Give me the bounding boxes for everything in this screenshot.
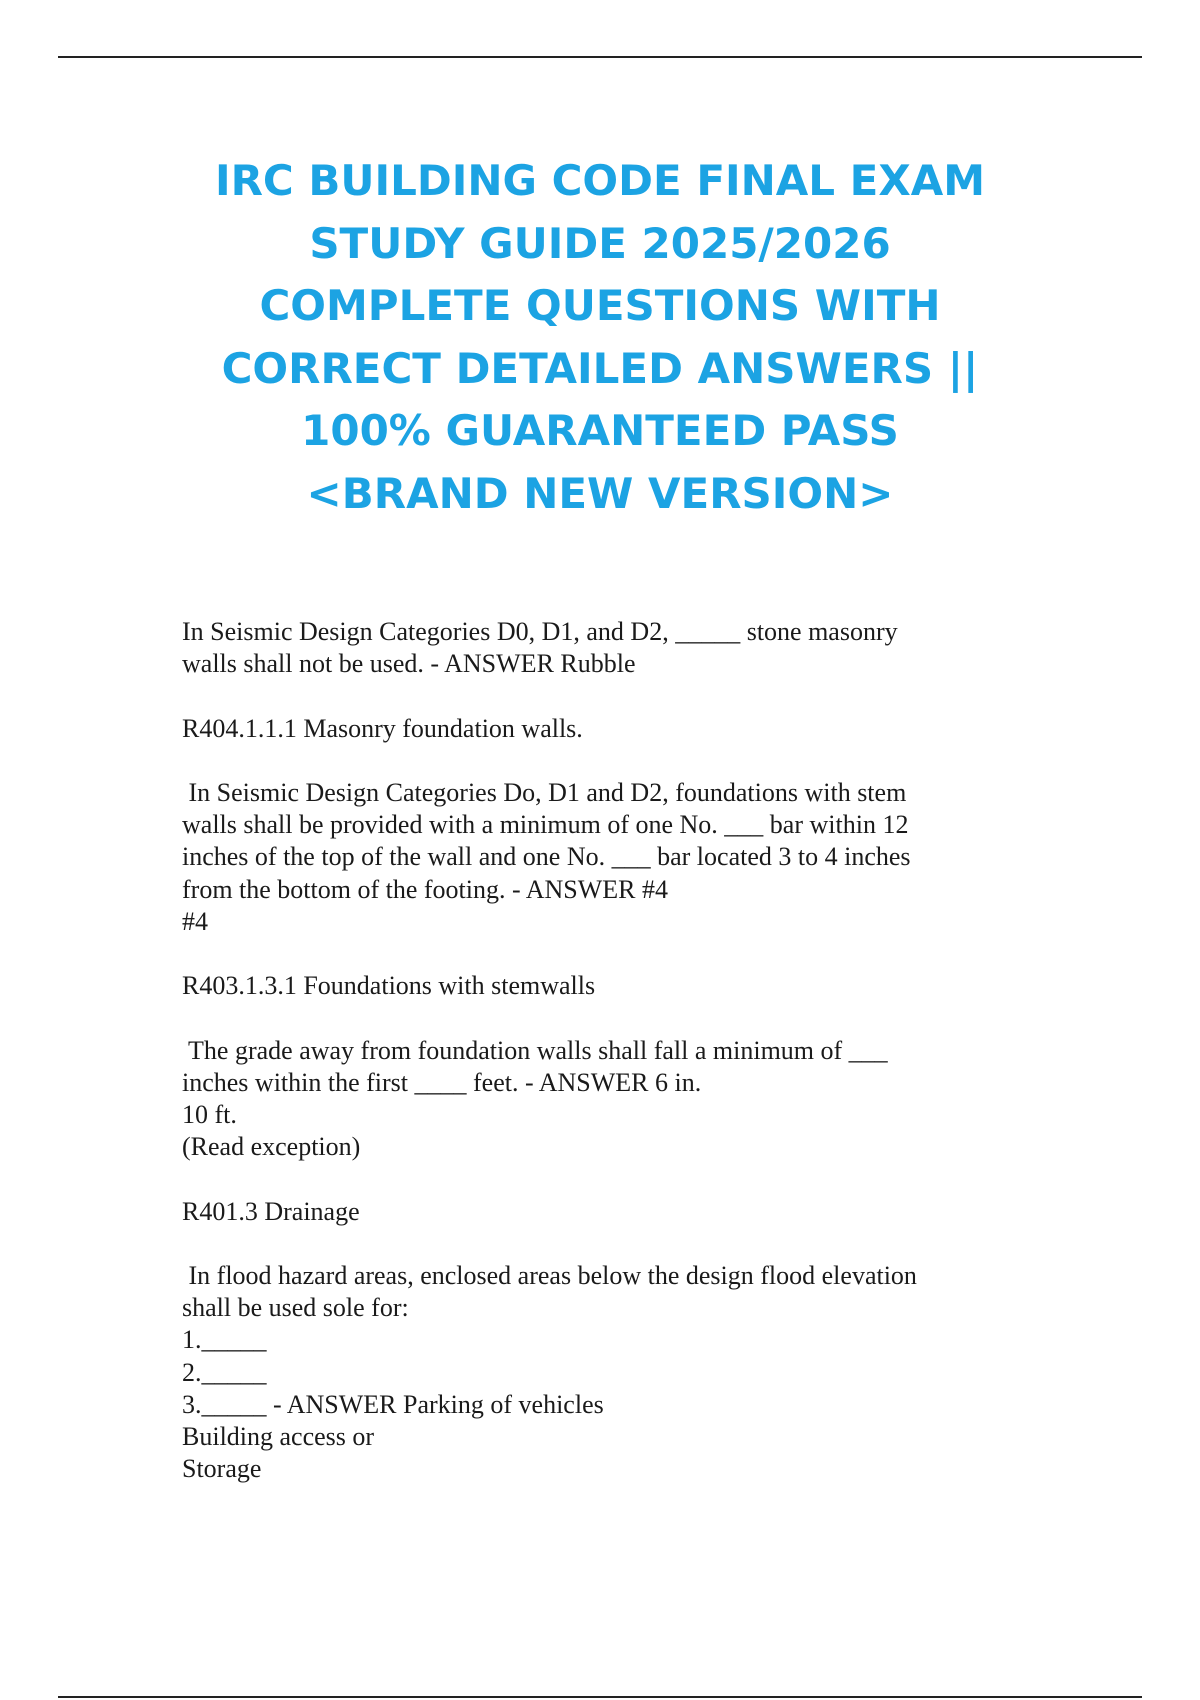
text-line: 1._____: [182, 1325, 267, 1355]
document-title: [100, 150, 1100, 525]
reference-block: [182, 970, 1062, 1002]
question-block: [182, 1035, 1062, 1164]
text-line: shall be used sole for:: [182, 1293, 409, 1323]
reference-block: [182, 713, 1062, 745]
text-line: (Read exception): [182, 1132, 361, 1162]
text-line: inches within the first ____ feet. - ANSWER 6 in.: [182, 1067, 702, 1097]
question-block: [182, 777, 1062, 938]
text-line: R403.1.3.1 Foundations with stemwalls: [182, 971, 596, 1001]
top-rule: [58, 56, 1142, 58]
text-line: walls shall not be used. - ANSWER Rubble: [182, 649, 636, 679]
text-line: In flood hazard areas, enclosed areas below the design flood elevation: [182, 1260, 917, 1290]
title-line: COMPLETE QUESTIONS WITH: [259, 281, 941, 330]
text-line: 3._____ - ANSWER Parking of vehicles: [182, 1389, 604, 1419]
question-block: [182, 1260, 1062, 1485]
reference-block: [182, 1196, 1062, 1228]
text-line: R401.3 Drainage: [182, 1196, 360, 1226]
text-line: #4: [182, 906, 208, 936]
title-line: CORRECT DETAILED ANSWERS ||: [221, 343, 979, 393]
text-line: Building access or: [182, 1421, 375, 1451]
text-line: from the bottom of the footing. - ANSWER #4: [182, 874, 669, 904]
text-line: Storage: [182, 1454, 262, 1484]
text-line: The grade away from foundation walls shall fall a minimum of ___: [182, 1035, 888, 1065]
text-line: 2._____: [182, 1357, 267, 1387]
title-line: 100% GUARANTEED PASS: [301, 406, 899, 455]
title-line: IRC BUILDING CODE FINAL EXAM: [214, 156, 986, 205]
text-line: inches of the top of the wall and one No. ___ bar located 3 to 4 inches: [182, 842, 911, 872]
text-line: In Seismic Design Categories D0, D1, and D2, _____ stone masonry: [182, 617, 898, 646]
text-line: R404.1.1.1 Masonry foundation walls.: [182, 713, 583, 743]
question-block: [182, 616, 1062, 680]
text-line: 10 ft.: [182, 1099, 237, 1129]
text-line: walls shall be provided with a minimum of one No. ___ bar within 12: [182, 810, 909, 840]
bottom-rule: [58, 1696, 1142, 1698]
text-line: In Seismic Design Categories Do, D1 and D2, foundations with stem: [182, 777, 907, 807]
document-body: [182, 616, 1062, 1518]
title-line: <BRAND NEW VERSION>: [306, 468, 894, 518]
title-line: STUDY GUIDE 2025/2026: [309, 218, 891, 268]
